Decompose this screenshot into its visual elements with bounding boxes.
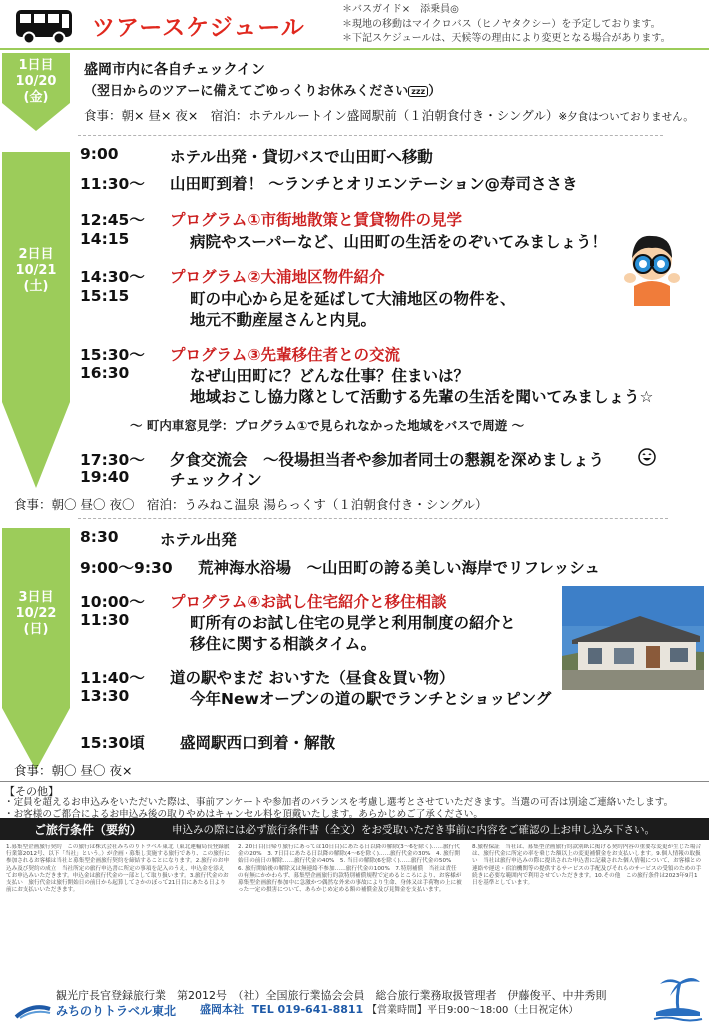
phone-number: TEL 019-641-8811 bbox=[251, 1003, 364, 1016]
schedule-time: 11:30 bbox=[80, 611, 130, 629]
sleep-icon: zzz bbox=[408, 86, 428, 97]
other-heading: 【その他】 bbox=[4, 785, 59, 798]
schedule-text: 夕食交流会 ～役場担当者や参加者同士の懇親を深めましょう bbox=[170, 451, 605, 469]
schedule-text: ホテル出発 bbox=[160, 531, 237, 549]
day1-date: 10/20 bbox=[15, 74, 57, 89]
day1-meals-text: 食事：朝× 昼× 夜× 宿泊：ホテルルートイン盛岡駅前（１泊朝食付き・シングル） bbox=[84, 108, 559, 123]
header-notes bbox=[342, 3, 671, 47]
day1-rest-note bbox=[84, 80, 441, 99]
day3-date: 10/22 bbox=[15, 606, 57, 621]
schedule-time: 11:30～ bbox=[80, 175, 145, 193]
day2-date: 10/21 bbox=[15, 263, 57, 278]
business-hours: 【営業時間】平日9:00～18:00（土日祝定休） bbox=[367, 1005, 579, 1016]
schedule-time: 9:00～9:30 bbox=[80, 559, 173, 577]
day1-divider bbox=[78, 135, 663, 136]
conditions-column-1: 1.募集型企画旅行契約 この旅行は株式会社みちのりトラベル東北（東北運輸局長登録旅行業第2012号、以下「当社」という。）が企画・募集し実施する旅行であり、この旅行に参加されるお客様は当社と募集型企画旅行契約を締結することになります。2.旅行のお申込み及び契約の成立 当社所定の旅行申込書に所定の事項を記入のうえ、申込金を添えてお申込みいただきます。申込金は旅行代金の一部として取り扱います。3.旅行代金のお支払い 旅行代金は旅行開始日の前日から起算してさかのぼって21日目にあたる日より前にお支払いいただきます。 bbox=[6, 844, 230, 894]
schedule-text: 山田町到着！ ～ランチとオリエンテーション@寿司ささき bbox=[170, 175, 578, 193]
schedule-time: 15:30～ bbox=[80, 346, 145, 364]
branch-name: 盛岡本社 bbox=[200, 1003, 244, 1016]
day2-label bbox=[2, 152, 70, 488]
schedule-text: 地元不動産屋さんと内見。 bbox=[190, 311, 377, 329]
company-name: みちのりトラベル東北 bbox=[56, 1004, 177, 1018]
day3-meals: 食事：朝〇 昼〇 夜× bbox=[14, 763, 133, 778]
note-guide: ＊バスガイド× 添乗員◎ bbox=[342, 4, 459, 15]
schedule-text: 病院やスーパーなど、山田町の生活をのぞいてみましょう！ bbox=[190, 233, 607, 251]
schedule-text: なぜ山田町に？どんな仕事？住まいは？ bbox=[190, 367, 470, 385]
schedule-time: 14:30～ bbox=[80, 268, 145, 286]
day1-rest-text: （翌日からのツアーに備えてごゆっくりお休みください bbox=[84, 84, 409, 99]
day1-meals bbox=[84, 106, 694, 124]
day3-arrow-shape bbox=[2, 528, 70, 770]
other-divider bbox=[0, 781, 709, 782]
day1-meals-note: ※夕食はついておりません。 bbox=[558, 111, 694, 123]
schedule-text: 地域おこし協力隊として活動する先輩の生活を聞いてみましょう☆ bbox=[190, 388, 654, 406]
schedule-time: 13:30 bbox=[80, 687, 130, 705]
schedule-text: チェックイン bbox=[170, 471, 262, 489]
note-change: ＊下記スケジュールは、天候等の理由により変更となる場合があります。 bbox=[342, 33, 671, 44]
day3-number: 3日目 bbox=[18, 590, 54, 605]
contact-line bbox=[200, 1001, 578, 1017]
note-transport: ＊現地の移動はマイクロバス（ヒノヤタクシー）を予定しております。 bbox=[342, 18, 661, 30]
conditions-bar bbox=[0, 818, 709, 840]
schedule-text: 移住に関する相談タイム。 bbox=[190, 635, 377, 653]
license-line: 観光庁長官登録旅行業 第2012号 （社）全国旅行業協会会員 総合旅行業務取扱管理者 伊藤俊平、中井秀則 bbox=[56, 989, 607, 1002]
schedule-time: 11:40～ bbox=[80, 669, 145, 687]
schedule-time: 10:00～ bbox=[80, 593, 145, 611]
schedule-time: 14:15 bbox=[80, 230, 130, 248]
program-1-title: プログラム①市街地散策と賃貸物件の見学 bbox=[170, 211, 462, 229]
binoculars-person-icon bbox=[620, 228, 684, 308]
day3-label bbox=[2, 528, 70, 770]
trial-house-photo bbox=[562, 586, 704, 690]
schedule-time: 17:30～ bbox=[80, 451, 145, 469]
schedule-text: 盛岡駅西口到着・解散 bbox=[180, 734, 336, 752]
day3-weekday: (日) bbox=[23, 622, 49, 637]
conditions-note: 申込みの際には必ず旅行条件書（全文）をお受取いただき事前に内容をご確認の上お申し込み下さい。 bbox=[172, 824, 655, 836]
schedule-text: 町の中心から足を延ばして大浦地区の物件を、 bbox=[190, 290, 516, 308]
other-line-2: ・お客様のご都合によるお申込み後の取りやめはキャンセル料を頂戴いたします。あらかじめご了承ください。 bbox=[4, 809, 483, 820]
program-2-title: プログラム②大浦地区物件紹介 bbox=[170, 268, 385, 286]
day2-divider bbox=[78, 518, 668, 519]
schedule-time: 19:40 bbox=[80, 468, 130, 486]
header-divider bbox=[0, 48, 709, 50]
day1-number: 1日目 bbox=[18, 58, 54, 73]
program-3-title: プログラム③先輩移住者との交流 bbox=[170, 346, 400, 364]
schedule-text: 今年Newオープンの道の駅でランチとショッピング bbox=[190, 690, 552, 708]
conditions-column-2: 2. 20日目(日帰り旅行にあっては10日目)にあたる日以降の解除(3～6を除く)……旅行代金の20% 3. 7日目にあたる日以降の解除(4～6を除く)……旅行代金の30% 4. 旅行開始日の前日の解除……旅行代金の40% 5. 当日の解除(6を除く)……旅行代金の50% 6. 旅行開始後の解除又は無連絡不参加……旅行代金の100% 7.特別補償 当社は責任の有無にかかわらず、募集型企画旅行約款特別補償規程で定めるところにより、お客様が募集型企画旅行参加中に急激かつ偶然な外来の事故により生命、身体又は手荷物の上に被った一定の損害について、あらかじめ定める額の補償金及び見舞金を支払います。 bbox=[238, 844, 462, 894]
palm-island-icon bbox=[652, 970, 704, 1022]
day2-number: 2日目 bbox=[18, 247, 54, 262]
conditions-title: ご旅行条件（要約） bbox=[34, 823, 143, 837]
schedule-time: 15:15 bbox=[80, 287, 130, 305]
day2-weekday: (土) bbox=[23, 279, 49, 294]
page-title: ツアースケジュール bbox=[92, 15, 305, 41]
smile-face-icon bbox=[638, 448, 656, 466]
day2-meals: 食事：朝〇 昼〇 夜〇 宿泊：うみねこ温泉 湯らっくす（１泊朝食付き・シングル） bbox=[14, 497, 488, 512]
program-4-title: プログラム④お試し住宅紹介と移住相談 bbox=[170, 593, 447, 611]
day2-arrow-shape bbox=[2, 152, 70, 488]
schedule-text: 荒神海水浴場 ～山田町の誇る美しい海岸でリフレッシュ bbox=[198, 559, 600, 577]
day1-weekday: (金) bbox=[23, 90, 49, 105]
schedule-text: ホテル出発・貸切バスで山田町へ移動 bbox=[170, 148, 433, 166]
schedule-time: 12:45～ bbox=[80, 211, 145, 229]
company-logo-icon bbox=[14, 1003, 52, 1019]
other-line-1: ・定員を超えるお申込みをいただいた際は、事前アンケートや参加者のバランスを考慮し選考とさせていただきます。当選の可否は別途ご連絡いたします。 bbox=[4, 797, 674, 808]
schedule-time: 16:30 bbox=[80, 364, 130, 382]
conditions-column-3: 8.旅程保証 当社は、募集型企画旅行約款別紙に掲げる契約内容の重要な変更が生じた場合は、旅行代金に所定の率を乗じた額以上の変更補償金をお支払いします。9.個人情報の取扱い 当社は旅行申込みの際に提出された申込書に記載された個人情報について、お客様との連絡や運送・宿泊機関等の提供するサービスの手配及びそれらのサービスの受領のための手続きに必要な範囲内で利用させていただきます。10.その他 この旅行条件は2023年9月1日を基準としています。 bbox=[472, 844, 702, 887]
schedule-time: 8:30 bbox=[80, 528, 119, 546]
schedule-time: 15:30頃 bbox=[80, 734, 145, 752]
schedule-text: 町所有のお試し住宅の見学と利用制度の紹介と bbox=[190, 614, 516, 632]
day1-checkin: 盛岡市内に各自チェックイン bbox=[84, 62, 265, 78]
schedule-text: 道の駅やまだ おいすた（昼食＆買い物） bbox=[170, 669, 455, 687]
bus-icon bbox=[14, 8, 76, 46]
schedule-time: 9:00 bbox=[80, 145, 119, 163]
day1-label bbox=[2, 53, 70, 131]
window-tour-note: ～ 町内車窓見学：プログラム①で見られなかった地域をバスで周遊 ～ bbox=[130, 418, 525, 433]
day1-rest-close: ） bbox=[428, 84, 442, 99]
